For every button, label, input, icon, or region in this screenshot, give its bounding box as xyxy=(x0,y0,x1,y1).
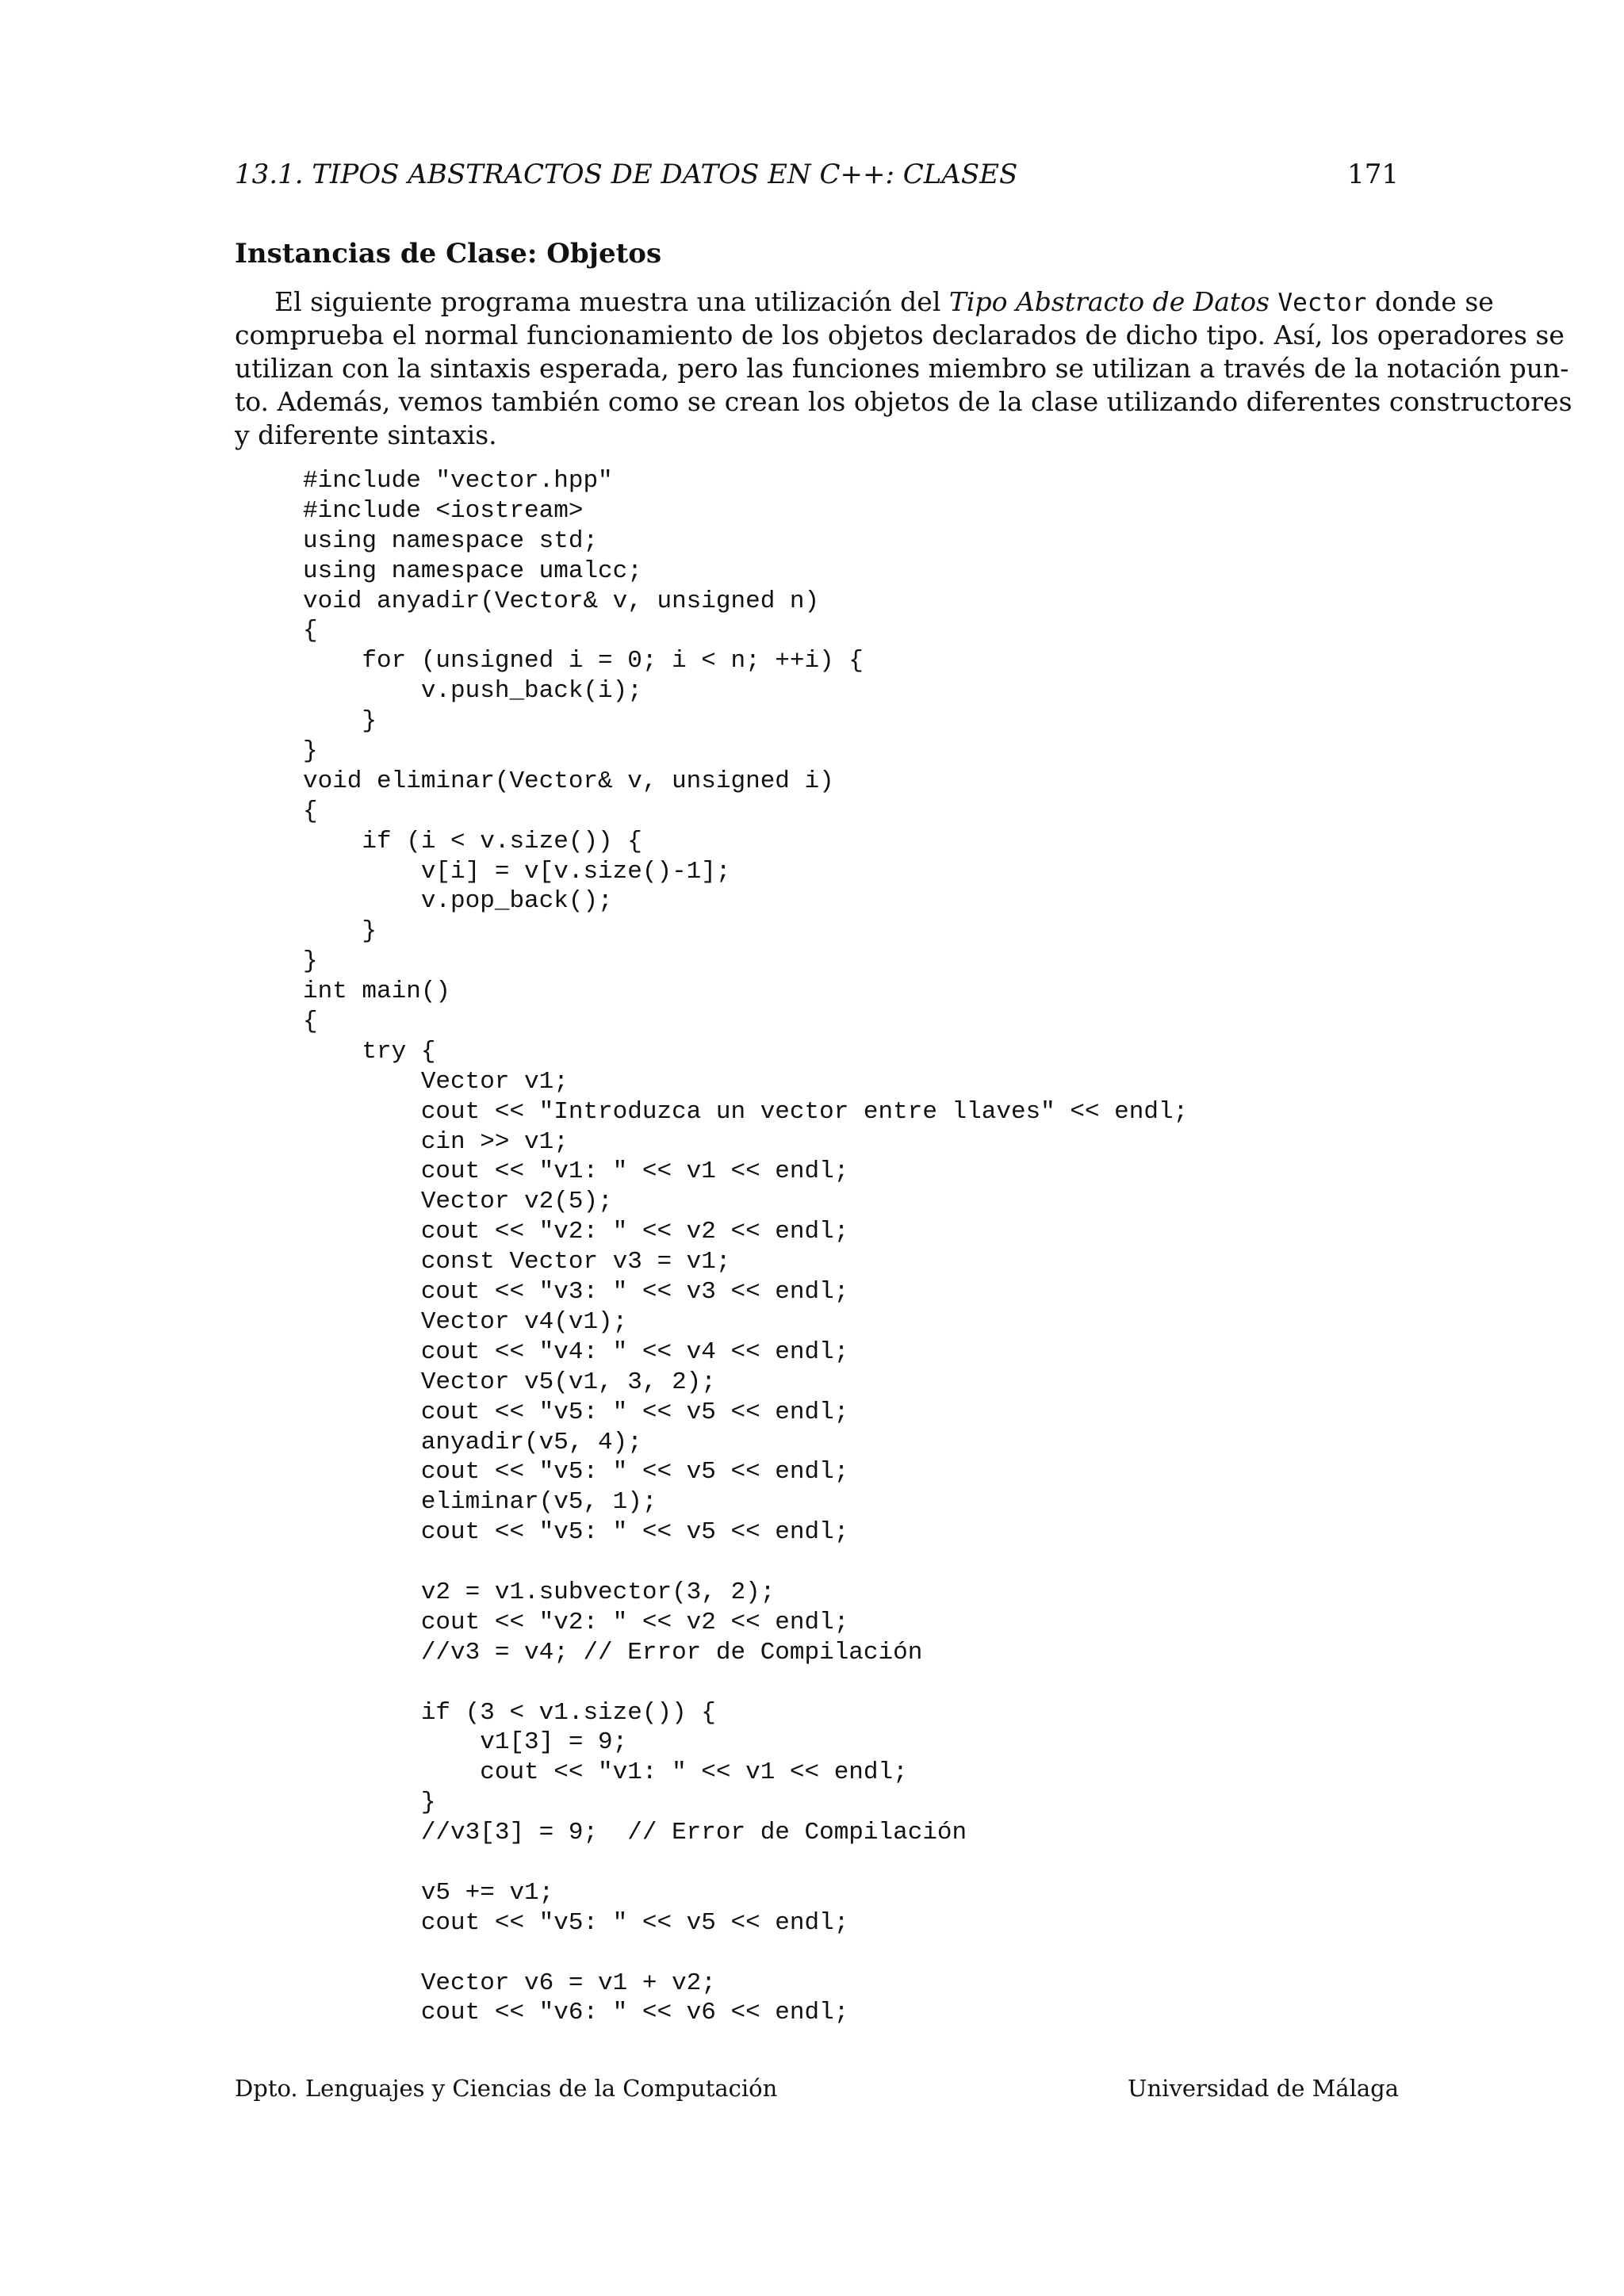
paragraph-text: El siguiente programa muestra una utilización del xyxy=(274,286,949,317)
subsection-heading: Instancias de Clase: Objetos xyxy=(235,238,662,270)
code-line: using namespace umalcc; xyxy=(303,557,642,585)
code-line: v.push_back(i); xyxy=(303,677,642,706)
code-line: cout << "v5: " << v5 << endl; xyxy=(303,1458,849,1487)
code-line: for (unsigned i = 0; i < n; ++i) { xyxy=(303,647,864,675)
code-line: const Vector v3 = v1; xyxy=(303,1248,731,1276)
code-line: Vector v2(5); xyxy=(303,1188,613,1216)
code-line: Vector v5(v1, 3, 2); xyxy=(303,1368,716,1396)
paragraph-text: donde se xyxy=(1366,286,1494,317)
code-line: { xyxy=(303,1008,318,1036)
code-line xyxy=(303,1548,1188,1578)
code-listing xyxy=(303,466,1188,2028)
italic-term: Tipo Abstracto de Datos xyxy=(948,286,1270,317)
code-line: cout << "v6: " << v6 << endl; xyxy=(303,1999,849,2027)
code-line: anyadir(v5, 4); xyxy=(303,1428,642,1456)
code-line xyxy=(303,1668,1188,1698)
paragraph-line xyxy=(235,285,1494,319)
code-line: Vector v4(v1); xyxy=(303,1307,628,1336)
code-line: void anyadir(Vector& v, unsigned n) xyxy=(303,587,820,615)
paragraph-line: to. Además, vemos también como se crean los objetos de la clase utilizando diferentes constructores xyxy=(235,386,1572,417)
code-line: cout << "v2: " << v2 << endl; xyxy=(303,1608,849,1636)
code-line: { xyxy=(303,797,318,825)
code-line: try { xyxy=(303,1037,436,1066)
code-line: } xyxy=(303,1789,436,1817)
code-line xyxy=(303,1848,1188,1878)
code-line: if (3 < v1.size()) { xyxy=(303,1698,716,1727)
code-line: cout << "Introduzca un vector entre llaves" << endl; xyxy=(303,1097,1189,1126)
code-line: } xyxy=(303,947,318,976)
section-title: 13.1. TIPOS ABSTRACTOS DE DATOS EN C++: CLASES xyxy=(235,159,1018,190)
code-line: if (i < v.size()) { xyxy=(303,827,642,855)
code-line: v2 = v1.subvector(3, 2); xyxy=(303,1578,776,1606)
page-number: 171 xyxy=(1347,159,1399,190)
code-line: cout << "v5: " << v5 << endl; xyxy=(303,1518,849,1547)
code-line: cout << "v5: " << v5 << endl; xyxy=(303,1398,849,1426)
code-line: Vector v6 = v1 + v2; xyxy=(303,1969,716,1997)
university-name: Universidad de Málaga xyxy=(1128,2075,1399,2102)
code-line: //v3[3] = 9; // Error de Compilación xyxy=(303,1819,967,1847)
code-line: cout << "v5: " << v5 << endl; xyxy=(303,1908,849,1937)
code-line: } xyxy=(303,917,377,946)
code-line: v1[3] = 9; xyxy=(303,1728,628,1757)
code-line: { xyxy=(303,617,318,645)
code-line: void eliminar(Vector& v, unsigned i) xyxy=(303,767,834,795)
code-line: #include "vector.hpp" xyxy=(303,467,613,495)
code-line: v5 += v1; xyxy=(303,1878,554,1907)
code-line: cout << "v1: " << v1 << endl; xyxy=(303,1158,849,1186)
code-line: cout << "v1: " << v1 << endl; xyxy=(303,1758,908,1787)
intro-paragraph xyxy=(235,285,1572,452)
paragraph-line: comprueba el normal funcionamiento de los objetos declarados de dicho tipo. Así, los operadores se xyxy=(235,320,1565,350)
code-line: } xyxy=(303,737,318,766)
paragraph-line: utilizan con la sintaxis esperada, pero las funciones miembro se utilizan a través de la notación pun- xyxy=(235,353,1569,384)
code-line: v.pop_back(); xyxy=(303,887,613,916)
code-line: //v3 = v4; // Error de Compilación xyxy=(303,1638,923,1667)
code-line: cout << "v4: " << v4 << endl; xyxy=(303,1337,849,1366)
running-head xyxy=(235,155,1399,193)
code-line: v[i] = v[v.size()-1]; xyxy=(303,857,731,886)
code-line: } xyxy=(303,707,377,736)
code-line: Vector v1; xyxy=(303,1067,569,1096)
code-line: int main() xyxy=(303,978,451,1006)
code-line: #include <iostream> xyxy=(303,496,584,525)
code-line: using namespace std; xyxy=(303,526,599,555)
inline-code: Vector xyxy=(1277,289,1367,317)
code-line xyxy=(303,1938,1188,1969)
code-line: cout << "v2: " << v2 << endl; xyxy=(303,1218,849,1246)
department-name: Dpto. Lenguajes y Ciencias de la Computación xyxy=(235,2075,778,2102)
paragraph-line: y diferente sintaxis. xyxy=(235,419,497,450)
code-line: cin >> v1; xyxy=(303,1127,569,1156)
code-line: cout << "v3: " << v3 << endl; xyxy=(303,1278,849,1307)
running-foot xyxy=(235,2071,1399,2106)
code-line: eliminar(v5, 1); xyxy=(303,1488,657,1517)
